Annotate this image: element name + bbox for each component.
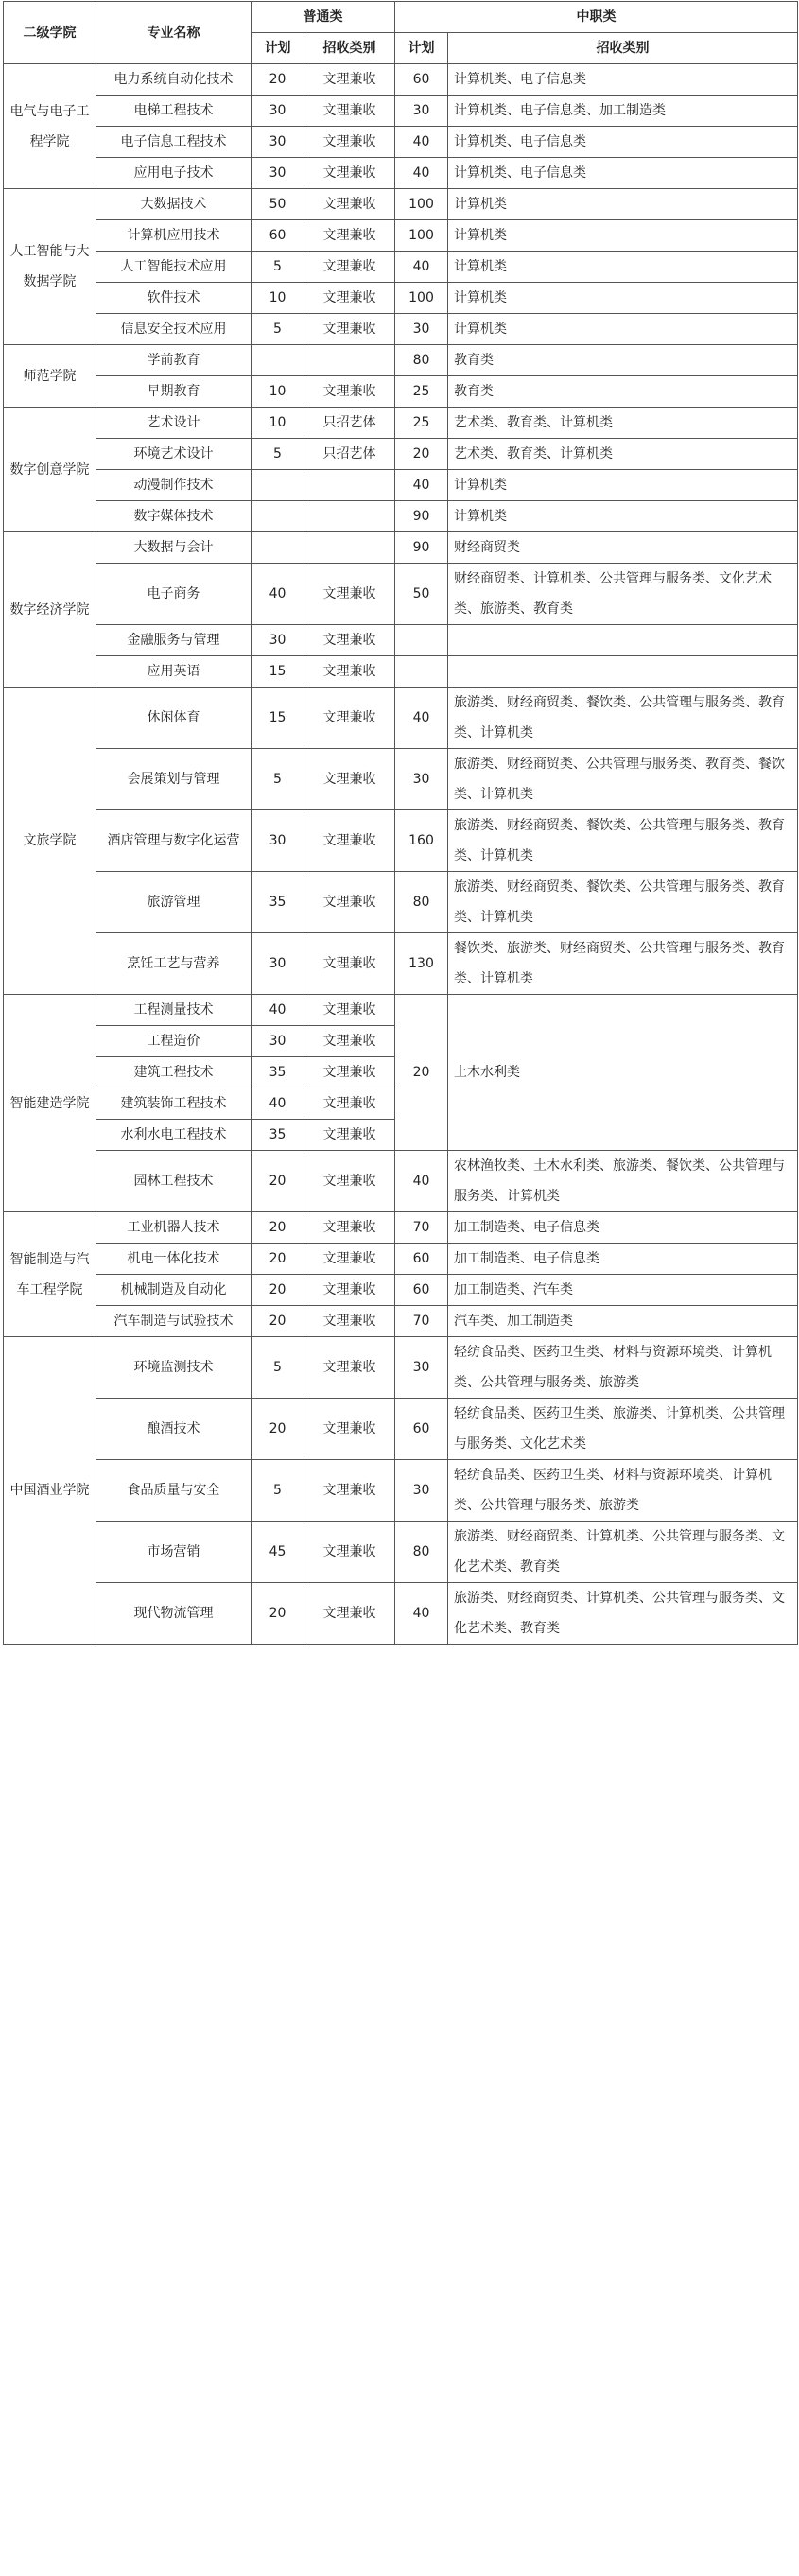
college-name: 师范学院 — [4, 345, 96, 408]
vocational-category: 加工制造类、汽车类 — [448, 1275, 798, 1306]
table-row — [4, 656, 798, 688]
vocational-plan: 20 — [395, 995, 448, 1151]
vocational-category: 艺术类、教育类、计算机类 — [448, 408, 798, 439]
general-category: 文理兼收 — [304, 158, 395, 189]
table-body — [4, 64, 798, 1645]
general-plan: 5 — [252, 1337, 304, 1399]
general-category: 文理兼收 — [304, 1120, 395, 1151]
general-plan: 20 — [252, 1583, 304, 1645]
vocational-plan: 80 — [395, 345, 448, 376]
vocational-plan: 30 — [395, 1460, 448, 1522]
general-category: 文理兼收 — [304, 1275, 395, 1306]
major-name: 环境艺术设计 — [96, 439, 252, 470]
college-name: 文旅学院 — [4, 688, 96, 995]
major-name: 软件技术 — [96, 283, 252, 314]
major-name: 汽车制造与试验技术 — [96, 1306, 252, 1337]
table-row — [4, 158, 798, 189]
vocational-category: 加工制造类、电子信息类 — [448, 1244, 798, 1275]
vocational-plan: 130 — [395, 933, 448, 995]
general-plan: 30 — [252, 625, 304, 656]
general-plan: 20 — [252, 1151, 304, 1212]
vocational-plan: 30 — [395, 749, 448, 810]
general-category: 文理兼收 — [304, 1306, 395, 1337]
vocational-plan: 80 — [395, 1522, 448, 1583]
general-category: 只招艺体 — [304, 408, 395, 439]
table-row — [4, 995, 798, 1026]
vocational-plan: 90 — [395, 532, 448, 564]
table-row — [4, 1151, 798, 1212]
major-name: 早期教育 — [96, 376, 252, 408]
header-general: 普通类 — [252, 2, 395, 33]
general-category: 文理兼收 — [304, 1460, 395, 1522]
general-plan: 40 — [252, 995, 304, 1026]
general-plan: 15 — [252, 688, 304, 749]
table-row — [4, 376, 798, 408]
general-category: 文理兼收 — [304, 314, 395, 345]
general-plan: 10 — [252, 376, 304, 408]
general-category: 文理兼收 — [304, 189, 395, 220]
general-category — [304, 532, 395, 564]
general-plan: 10 — [252, 283, 304, 314]
general-category: 文理兼收 — [304, 933, 395, 995]
table-row — [4, 345, 798, 376]
table-row — [4, 1583, 798, 1645]
header-general-plan: 计划 — [252, 33, 304, 64]
major-name: 电力系统自动化技术 — [96, 64, 252, 96]
header-vocational: 中职类 — [395, 2, 798, 33]
table-row — [4, 1399, 798, 1460]
major-name: 建筑装饰工程技术 — [96, 1088, 252, 1120]
vocational-category: 财经商贸类、计算机类、公共管理与服务类、文化艺术类、旅游类、教育类 — [448, 564, 798, 625]
vocational-category: 计算机类 — [448, 470, 798, 501]
header-row — [4, 2, 798, 33]
general-plan: 35 — [252, 1120, 304, 1151]
vocational-plan: 60 — [395, 64, 448, 96]
general-category: 文理兼收 — [304, 1212, 395, 1244]
major-name: 酿酒技术 — [96, 1399, 252, 1460]
general-plan: 30 — [252, 127, 304, 158]
vocational-plan: 60 — [395, 1399, 448, 1460]
vocational-category: 计算机类 — [448, 314, 798, 345]
vocational-plan: 25 — [395, 408, 448, 439]
vocational-category: 财经商贸类 — [448, 532, 798, 564]
general-category — [304, 345, 395, 376]
general-plan: 30 — [252, 96, 304, 127]
general-category: 文理兼收 — [304, 1244, 395, 1275]
general-plan: 60 — [252, 220, 304, 252]
major-name: 电子信息工程技术 — [96, 127, 252, 158]
general-plan: 30 — [252, 1026, 304, 1057]
vocational-category: 计算机类 — [448, 220, 798, 252]
table-row — [4, 314, 798, 345]
table-row — [4, 1244, 798, 1275]
general-plan: 5 — [252, 439, 304, 470]
header-general-category: 招收类别 — [304, 33, 395, 64]
vocational-plan: 90 — [395, 501, 448, 532]
major-name: 机电一体化技术 — [96, 1244, 252, 1275]
table-row — [4, 625, 798, 656]
major-name: 旅游管理 — [96, 872, 252, 933]
general-plan: 5 — [252, 314, 304, 345]
general-plan: 30 — [252, 158, 304, 189]
table-row — [4, 810, 798, 872]
table-row — [4, 408, 798, 439]
vocational-plan: 20 — [395, 439, 448, 470]
major-name: 工业机器人技术 — [96, 1212, 252, 1244]
major-name: 会展策划与管理 — [96, 749, 252, 810]
major-name: 金融服务与管理 — [96, 625, 252, 656]
vocational-plan: 70 — [395, 1212, 448, 1244]
general-category: 文理兼收 — [304, 283, 395, 314]
vocational-category — [448, 625, 798, 656]
vocational-category: 旅游类、财经商贸类、计算机类、公共管理与服务类、文化艺术类、教育类 — [448, 1583, 798, 1645]
table-row — [4, 470, 798, 501]
vocational-plan: 160 — [395, 810, 448, 872]
college-name: 人工智能与大数据学院 — [4, 189, 96, 345]
general-plan: 5 — [252, 252, 304, 283]
major-name: 大数据技术 — [96, 189, 252, 220]
major-name: 电梯工程技术 — [96, 96, 252, 127]
enrollment-table — [3, 1, 798, 1645]
vocational-plan: 40 — [395, 127, 448, 158]
vocational-plan — [395, 656, 448, 688]
vocational-category: 教育类 — [448, 345, 798, 376]
table-row — [4, 1275, 798, 1306]
table-row — [4, 1337, 798, 1399]
college-name: 智能建造学院 — [4, 995, 96, 1212]
general-plan: 20 — [252, 1244, 304, 1275]
general-plan: 40 — [252, 564, 304, 625]
vocational-category: 计算机类 — [448, 252, 798, 283]
major-name: 现代物流管理 — [96, 1583, 252, 1645]
major-name: 市场营销 — [96, 1522, 252, 1583]
college-name: 中国酒业学院 — [4, 1337, 96, 1645]
table-row — [4, 1460, 798, 1522]
vocational-plan — [395, 625, 448, 656]
general-plan — [252, 532, 304, 564]
header-college: 二级学院 — [4, 2, 96, 64]
vocational-plan: 40 — [395, 158, 448, 189]
vocational-category: 加工制造类、电子信息类 — [448, 1212, 798, 1244]
table-row — [4, 749, 798, 810]
general-category: 文理兼收 — [304, 1337, 395, 1399]
table-row — [4, 64, 798, 96]
general-plan: 20 — [252, 1306, 304, 1337]
vocational-category: 农林渔牧类、土木水利类、旅游类、餐饮类、公共管理与服务类、计算机类 — [448, 1151, 798, 1212]
general-category: 文理兼收 — [304, 625, 395, 656]
header-vocational-plan: 计划 — [395, 33, 448, 64]
major-name: 应用英语 — [96, 656, 252, 688]
general-category: 文理兼收 — [304, 1026, 395, 1057]
general-category: 文理兼收 — [304, 1057, 395, 1088]
header-vocational-category: 招收类别 — [448, 33, 798, 64]
vocational-plan: 80 — [395, 872, 448, 933]
major-name: 艺术设计 — [96, 408, 252, 439]
vocational-plan: 100 — [395, 220, 448, 252]
major-name: 环境监测技术 — [96, 1337, 252, 1399]
major-name: 水利水电工程技术 — [96, 1120, 252, 1151]
table-row — [4, 1306, 798, 1337]
major-name: 休闲体育 — [96, 688, 252, 749]
vocational-category: 旅游类、财经商贸类、餐饮类、公共管理与服务类、教育类、计算机类 — [448, 688, 798, 749]
general-plan: 30 — [252, 933, 304, 995]
vocational-plan: 30 — [395, 96, 448, 127]
vocational-plan: 60 — [395, 1275, 448, 1306]
major-name: 数字媒体技术 — [96, 501, 252, 532]
major-name: 食品质量与安全 — [96, 1460, 252, 1522]
vocational-category: 轻纺食品类、医药卫生类、材料与资源环境类、计算机类、公共管理与服务类、旅游类 — [448, 1337, 798, 1399]
vocational-category: 旅游类、财经商贸类、餐饮类、公共管理与服务类、教育类、计算机类 — [448, 872, 798, 933]
table-row — [4, 127, 798, 158]
vocational-category: 土木水利类 — [448, 995, 798, 1151]
vocational-category: 计算机类 — [448, 189, 798, 220]
vocational-category: 教育类 — [448, 376, 798, 408]
general-category: 文理兼收 — [304, 1151, 395, 1212]
general-plan: 50 — [252, 189, 304, 220]
general-category: 文理兼收 — [304, 656, 395, 688]
vocational-plan: 30 — [395, 1337, 448, 1399]
table-row — [4, 220, 798, 252]
general-plan: 35 — [252, 1057, 304, 1088]
vocational-plan: 40 — [395, 252, 448, 283]
major-name: 工程测量技术 — [96, 995, 252, 1026]
vocational-plan: 30 — [395, 314, 448, 345]
table-row — [4, 283, 798, 314]
major-name: 计算机应用技术 — [96, 220, 252, 252]
vocational-category: 计算机类、电子信息类 — [448, 158, 798, 189]
general-plan: 10 — [252, 408, 304, 439]
vocational-category: 计算机类、电子信息类、加工制造类 — [448, 96, 798, 127]
table-row — [4, 933, 798, 995]
table-row — [4, 532, 798, 564]
vocational-category: 汽车类、加工制造类 — [448, 1306, 798, 1337]
vocational-category: 计算机类、电子信息类 — [448, 127, 798, 158]
major-name: 大数据与会计 — [96, 532, 252, 564]
general-category — [304, 470, 395, 501]
general-category: 文理兼收 — [304, 688, 395, 749]
general-plan — [252, 345, 304, 376]
general-plan — [252, 501, 304, 532]
vocational-category: 旅游类、财经商贸类、计算机类、公共管理与服务类、文化艺术类、教育类 — [448, 1522, 798, 1583]
major-name: 机械制造及自动化 — [96, 1275, 252, 1306]
general-category: 文理兼收 — [304, 1399, 395, 1460]
major-name: 园林工程技术 — [96, 1151, 252, 1212]
table-row — [4, 252, 798, 283]
major-name: 酒店管理与数字化运营 — [96, 810, 252, 872]
general-plan: 15 — [252, 656, 304, 688]
vocational-plan: 25 — [395, 376, 448, 408]
general-category: 文理兼收 — [304, 749, 395, 810]
general-plan: 30 — [252, 810, 304, 872]
general-category — [304, 501, 395, 532]
table-row — [4, 96, 798, 127]
vocational-plan: 100 — [395, 189, 448, 220]
table-row — [4, 439, 798, 470]
vocational-plan: 70 — [395, 1306, 448, 1337]
vocational-category — [448, 656, 798, 688]
general-category: 文理兼收 — [304, 1088, 395, 1120]
vocational-category: 旅游类、财经商贸类、公共管理与服务类、教育类、餐饮类、计算机类 — [448, 749, 798, 810]
table-row — [4, 1522, 798, 1583]
general-category: 文理兼收 — [304, 376, 395, 408]
vocational-plan: 50 — [395, 564, 448, 625]
major-name: 烹饪工艺与营养 — [96, 933, 252, 995]
major-name: 人工智能技术应用 — [96, 252, 252, 283]
general-plan: 5 — [252, 1460, 304, 1522]
table-row — [4, 564, 798, 625]
general-category: 文理兼收 — [304, 810, 395, 872]
vocational-category: 计算机类 — [448, 283, 798, 314]
general-category: 文理兼收 — [304, 1583, 395, 1645]
college-name: 智能制造与汽车工程学院 — [4, 1212, 96, 1337]
vocational-plan: 60 — [395, 1244, 448, 1275]
vocational-category: 计算机类 — [448, 501, 798, 532]
table-row — [4, 872, 798, 933]
major-name: 动漫制作技术 — [96, 470, 252, 501]
vocational-category: 艺术类、教育类、计算机类 — [448, 439, 798, 470]
general-plan — [252, 470, 304, 501]
vocational-category: 轻纺食品类、医药卫生类、旅游类、计算机类、公共管理与服务类、文化艺术类 — [448, 1399, 798, 1460]
vocational-plan: 40 — [395, 470, 448, 501]
general-plan: 20 — [252, 1275, 304, 1306]
vocational-category: 餐饮类、旅游类、财经商贸类、公共管理与服务类、教育类、计算机类 — [448, 933, 798, 995]
header-major: 专业名称 — [96, 2, 252, 64]
general-plan: 45 — [252, 1522, 304, 1583]
general-category: 文理兼收 — [304, 220, 395, 252]
college-name: 电气与电子工程学院 — [4, 64, 96, 189]
major-name: 工程造价 — [96, 1026, 252, 1057]
general-plan: 40 — [252, 1088, 304, 1120]
general-plan: 5 — [252, 749, 304, 810]
general-category: 文理兼收 — [304, 64, 395, 96]
major-name: 应用电子技术 — [96, 158, 252, 189]
general-plan: 20 — [252, 64, 304, 96]
vocational-plan: 40 — [395, 688, 448, 749]
major-name: 信息安全技术应用 — [96, 314, 252, 345]
general-category: 只招艺体 — [304, 439, 395, 470]
general-category: 文理兼收 — [304, 127, 395, 158]
vocational-plan: 100 — [395, 283, 448, 314]
table-row — [4, 688, 798, 749]
vocational-category: 计算机类、电子信息类 — [448, 64, 798, 96]
vocational-category: 轻纺食品类、医药卫生类、材料与资源环境类、计算机类、公共管理与服务类、旅游类 — [448, 1460, 798, 1522]
major-name: 建筑工程技术 — [96, 1057, 252, 1088]
major-name: 电子商务 — [96, 564, 252, 625]
college-name: 数字创意学院 — [4, 408, 96, 532]
general-category: 文理兼收 — [304, 1522, 395, 1583]
general-category: 文理兼收 — [304, 872, 395, 933]
general-category: 文理兼收 — [304, 252, 395, 283]
major-name: 学前教育 — [96, 345, 252, 376]
general-plan: 35 — [252, 872, 304, 933]
table-row — [4, 501, 798, 532]
vocational-category: 旅游类、财经商贸类、餐饮类、公共管理与服务类、教育类、计算机类 — [448, 810, 798, 872]
vocational-plan: 40 — [395, 1151, 448, 1212]
general-category: 文理兼收 — [304, 96, 395, 127]
college-name: 数字经济学院 — [4, 532, 96, 688]
general-category: 文理兼收 — [304, 564, 395, 625]
table-row — [4, 1212, 798, 1244]
general-category: 文理兼收 — [304, 995, 395, 1026]
vocational-plan: 40 — [395, 1583, 448, 1645]
table-row — [4, 189, 798, 220]
general-plan: 20 — [252, 1212, 304, 1244]
general-plan: 20 — [252, 1399, 304, 1460]
